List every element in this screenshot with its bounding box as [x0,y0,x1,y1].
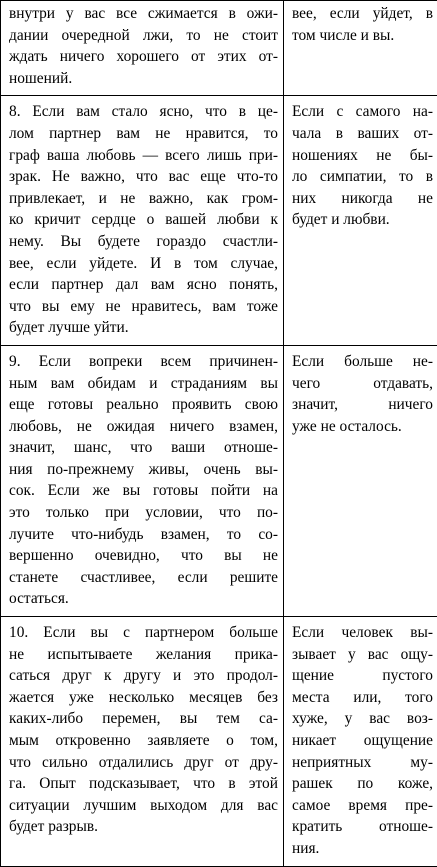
text-line: будет лучше уйти. [9,317,278,339]
text-line: 10. Если вы с партнером больше [9,622,278,644]
line-group [1,96,283,345]
situation-cell [1,1,284,96]
line-group [1,1,283,95]
line-group [284,96,437,237]
text-line: ния по-прежнему живы, очень вы- [9,459,278,481]
text-line: вее, если уйдет, в [292,3,433,25]
text-line: га. Опыт подсказывает, что в этой [9,773,278,795]
table-row [1,1,437,96]
text-line: ко кричит сердце о вашей любви к [9,209,278,231]
table-row [1,345,437,616]
text-line: зывает у вас ощу- [292,644,433,666]
text-line: остаться. [9,588,278,610]
text-line: Если человек вы- [292,622,433,644]
line-group [284,346,437,443]
text-line: вершенно очевидно, что вы не [9,545,278,567]
text-line: самое время пре- [292,795,433,817]
text-line: уже не осталось. [292,416,433,438]
text-line: жается уже несколько месяцев без [9,687,278,709]
text-line: мым откровенно заявляете о том, [9,730,278,752]
text-line: значит, ничего [292,394,433,416]
text-line: ситуации лучшим выходом для вас [9,795,278,817]
text-line: нему. Вы будете гораздо счастли- [9,231,278,253]
line-group [284,617,437,866]
text-line: станете счастливее, если решите [9,567,278,589]
text-line: значит, шанс, что ваши отноше- [9,437,278,459]
conclusion-cell [284,617,437,867]
text-line: что вы ему не нравитесь, вам тоже [9,296,278,318]
text-line: это только при условии, что по- [9,502,278,524]
table-row [1,617,437,867]
text-line: ло симпатии, то в [292,166,433,188]
line-group [284,1,437,52]
text-line: будет разрыв. [9,816,278,838]
text-line: зрак. Не важно, что вас еще что-то [9,166,278,188]
text-line: любовь, не ожидая ничего взамен, [9,416,278,438]
text-line: ным вам обидам и страданиям вы [9,373,278,395]
text-line: чала в ваших от- [292,123,433,145]
text-line: них никогда не [292,188,433,210]
text-line: места или, того [292,687,433,709]
text-line: рашек по коже, [292,773,433,795]
text-line: том числе и вы. [292,25,433,47]
conclusion-cell [284,96,437,346]
situation-cell [1,617,284,867]
table-row [1,96,437,346]
text-line: щение пустого [292,665,433,687]
text-line: привлекает, и не важно, как гром- [9,188,278,210]
text-line: Если с самого на- [292,101,433,123]
text-line: 9. Если вопреки всем причинен- [9,351,278,373]
text-line: не испытываете желания прика- [9,644,278,666]
text-line: ношениях не бы- [292,145,433,167]
text-line: хуже, у вас воз- [292,708,433,730]
text-line: вее, если уйдете. И в том случае, [9,253,278,275]
line-group [1,617,283,844]
text-line: ношений. [9,68,278,90]
text-line: 8. Если вам стало ясно, что в це- [9,101,278,123]
text-line: ния. [292,838,433,860]
text-line: каких-либо перемен, вы тем са- [9,708,278,730]
text-line: лом партнер вам не нравится, то [9,123,278,145]
conclusion-cell [284,1,437,96]
text-line: граф ваша любовь — всего лишь при- [9,145,278,167]
line-group [1,346,283,616]
text-line: саться друг к другу и это продол- [9,665,278,687]
text-line: что сильно отдалились друг от дру- [9,752,278,774]
situation-cell [1,345,284,616]
text-line: чего отдавать, [292,373,433,395]
text-line: кратить отноше- [292,816,433,838]
text-line: никает ощущение [292,730,433,752]
text-line: лучите что-нибудь взамен, то со- [9,524,278,546]
text-line: Если больше не- [292,351,433,373]
text-line: если партнер дал вам ясно понять, [9,274,278,296]
conclusion-cell [284,345,437,616]
text-line: внутри у вас все сжимается в ожи- [9,3,278,25]
text-line: ждать ничего хорошего от этих от- [9,46,278,68]
text-line: дании очередной лжи, то не стоит [9,25,278,47]
text-line: еще готовы реально проявить свою [9,394,278,416]
text-line: сок. Если же вы готовы пойти на [9,480,278,502]
text-line: неприятных му- [292,752,433,774]
situation-cell [1,96,284,346]
text-line: будет и любви. [292,209,433,231]
